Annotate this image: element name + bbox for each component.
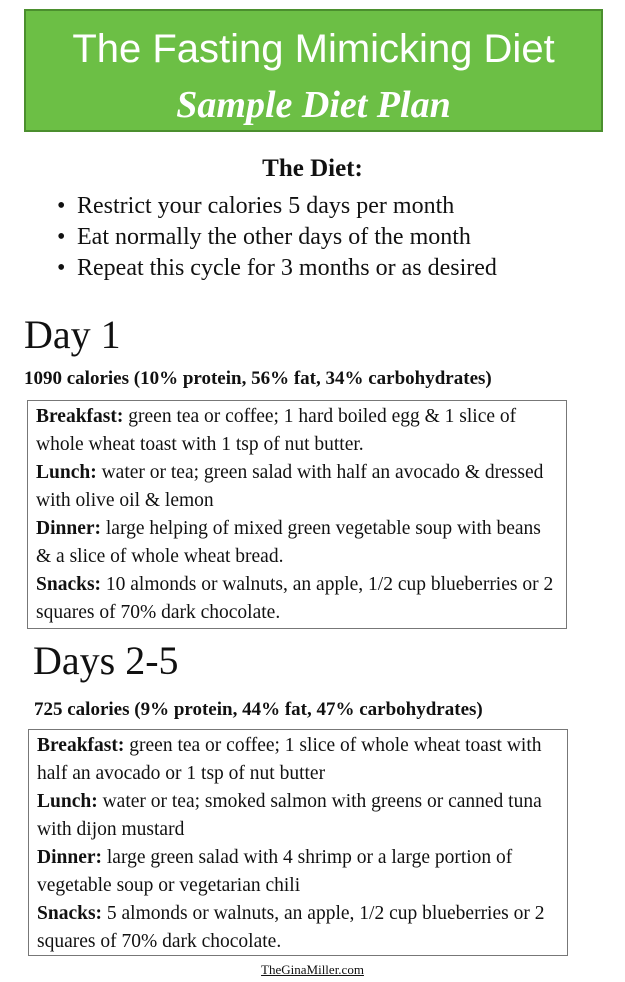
meal-label: Lunch: [37, 791, 98, 812]
footer-credit: TheGinaMiller.com [261, 962, 364, 977]
meal-text: large green salad with 4 shrimp or a large portion of vegetable soup or vegetarian chili [37, 847, 513, 896]
diet-rules-list [57, 191, 617, 284]
meal-text: 5 almonds or walnuts, an apple, 1/2 cup blueberries or 2 squares of 70% dark chocolate. [37, 903, 545, 952]
days25-title: Days 2-5 [33, 638, 179, 683]
list-item [57, 222, 617, 253]
title-banner [24, 9, 603, 132]
meal-label: Dinner: [36, 518, 101, 539]
page-title: The Fasting Mimicking Diet [72, 27, 555, 71]
meal-snacks [37, 900, 561, 956]
meal-label: Snacks: [37, 903, 103, 924]
meal-lunch [36, 459, 560, 515]
meal-label: Snacks: [36, 574, 102, 595]
bullet-icon: • [57, 255, 66, 281]
meal-breakfast [36, 403, 560, 459]
meal-lunch [37, 788, 561, 844]
meal-text: 10 almonds or walnuts, an apple, 1/2 cup blueberries or 2 squares of 70% dark chocolate. [36, 574, 554, 623]
diet-rule-text: Restrict your calories 5 days per month [77, 193, 455, 219]
meal-text: water or tea; smoked salmon with greens or canned tuna with dijon mustard [37, 791, 542, 840]
meal-label: Breakfast: [37, 735, 125, 756]
page-subtitle: Sample Diet Plan [176, 84, 451, 126]
meal-text: green tea or coffee; 1 slice of whole wheat toast with half an avocado or 1 tsp of nut butter [37, 735, 542, 784]
meal-label: Dinner: [37, 847, 102, 868]
day1-title: Day 1 [24, 312, 121, 357]
meal-snacks [36, 571, 560, 627]
meal-text: water or tea; green salad with half an avocado & dressed with olive oil & lemon [36, 462, 544, 511]
meal-dinner [37, 844, 561, 900]
day1-calories: 1090 calories (10% protein, 56% fat, 34% carbohydrates) [24, 368, 492, 389]
list-item [57, 191, 617, 222]
meal-dinner [36, 515, 560, 571]
day1-meal-box [27, 400, 567, 629]
diet-heading: The Diet: [262, 155, 363, 182]
bullet-icon: • [57, 224, 66, 250]
bullet-icon: • [57, 193, 66, 219]
meal-label: Lunch: [36, 462, 97, 483]
meal-label: Breakfast: [36, 406, 124, 427]
days25-calories: 725 calories (9% protein, 44% fat, 47% carbohydrates) [34, 699, 483, 720]
meal-breakfast [37, 732, 561, 788]
diet-rule-text: Eat normally the other days of the month [77, 224, 471, 250]
list-item [57, 253, 617, 284]
meal-text: green tea or coffee; 1 hard boiled egg & 1 slice of whole wheat toast with 1 tsp of nut butter. [36, 406, 517, 455]
meal-text: large helping of mixed green vegetable soup with beans & a slice of whole wheat bread. [36, 518, 541, 567]
diet-rule-text: Repeat this cycle for 3 months or as desired [77, 255, 497, 281]
days25-meal-box [28, 729, 568, 956]
